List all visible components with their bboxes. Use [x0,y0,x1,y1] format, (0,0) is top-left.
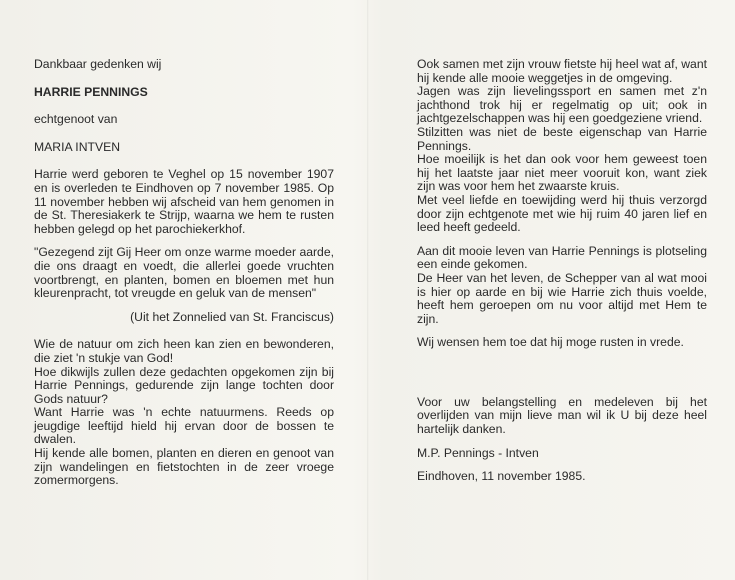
cycling-paragraph: Ook samen met zijn vrouw fietste hij heel wat af, want hij kende alle mooie weggetjes in de omgeving. [417,57,707,85]
deceased-name: HARRIE PENNINGS [34,84,148,99]
spouse-name: MARIA INTVEN [34,139,121,154]
card-fold [367,0,369,580]
nature-paragraph-2: Hoe dikwijls zullen deze gedachten opgekomen zijn bij Harrie Pennings, gedurende zijn lange tochten door Gods natuur? [34,364,334,406]
nature-paragraph-3: Want Harrie was 'n echte natuurmens. Reeds op jeugdige leeftijd hield hij ervan door de bossen te dwalen. [34,405,334,447]
end-paragraph: Aan dit mooie leven van Harrie Pennings is plotseling een einde gekomen. [417,243,707,272]
peace-wish: Wij wensen hem toe dat hij moge rusten in vrede. [417,335,684,350]
right-column [417,58,707,484]
signature: M.P. Pennings - Intven [417,445,539,460]
care-paragraph: Met veel liefde en toewijding werd hij thuis verzorgd door zijn echtgenote met wie hij ruim 40 jaren lief en leed heeft gedeeld. [417,192,707,235]
place-date: Eindhoven, 11 november 1985. [417,469,586,484]
nature-paragraph-4: Hij kende alle bomen, planten en dieren en genoot van zijn wandelingen en fietstochten in de zeer vroege zomermorgens. [34,446,334,488]
restless-paragraph: Stilzitten was niet de beste eigenschap van Harrie Pennings. [417,124,707,153]
hunting-paragraph: Jagen was zijn lievelingssport en samen met z'n jachthond trok hij er regelmatig op uit; ook in jachtgezelschappen was hij een goedgeziene vriend. [417,84,707,126]
nature-paragraph-1: Wie de natuur om zich heen kan zien en bewonderen, die ziet 'n stukje van God! [34,337,334,365]
relation-text: echtgenoot van [34,112,118,127]
biography-paragraph: Harrie werd geboren te Veghel op 15 november 1907 en is overleden te Eindhoven op 7 november 1985. Op 11 november hebben wij afscheid van hem genomen in de St. Theresiakerk te Strijp, waarna we hem te rusten hebben gelegd op het parochiekerkhof. [34,167,334,236]
thanks-paragraph: Voor uw belangstelling en medeleven bij het overlijden van mijn lieve man wil ik U bij deze heel hartelijk danken. [417,394,707,437]
quote-source: (Uit het Zonnelied van St. Franciscus) [130,309,334,324]
intro-text: Dankbaar gedenken wij [34,57,162,71]
illness-paragraph: Hoe moeilijk is het dan ook voor hem geweest toen hij het laatste jaar niet meer vooruit kon, want ziek zijn was voor hem het zwaarste kruis. [417,152,707,194]
left-column [34,58,334,488]
quote-paragraph: "Gezegend zijt Gij Heer om onze warme moeder aarde, die ons draagt en voedt, die allerlei goede vruchten voortbrengt, en planten, bomen en bloemen met hun kleurenpracht, tot vreugde en geluk van de mensen" [34,245,334,301]
lord-paragraph: De Heer van het leven, de Schepper van al wat mooi is hier op aarde en bij wie Harrie zich thuis voelde, heeft hem geroepen om nu voor altijd met Hem te zijn. [417,270,707,326]
